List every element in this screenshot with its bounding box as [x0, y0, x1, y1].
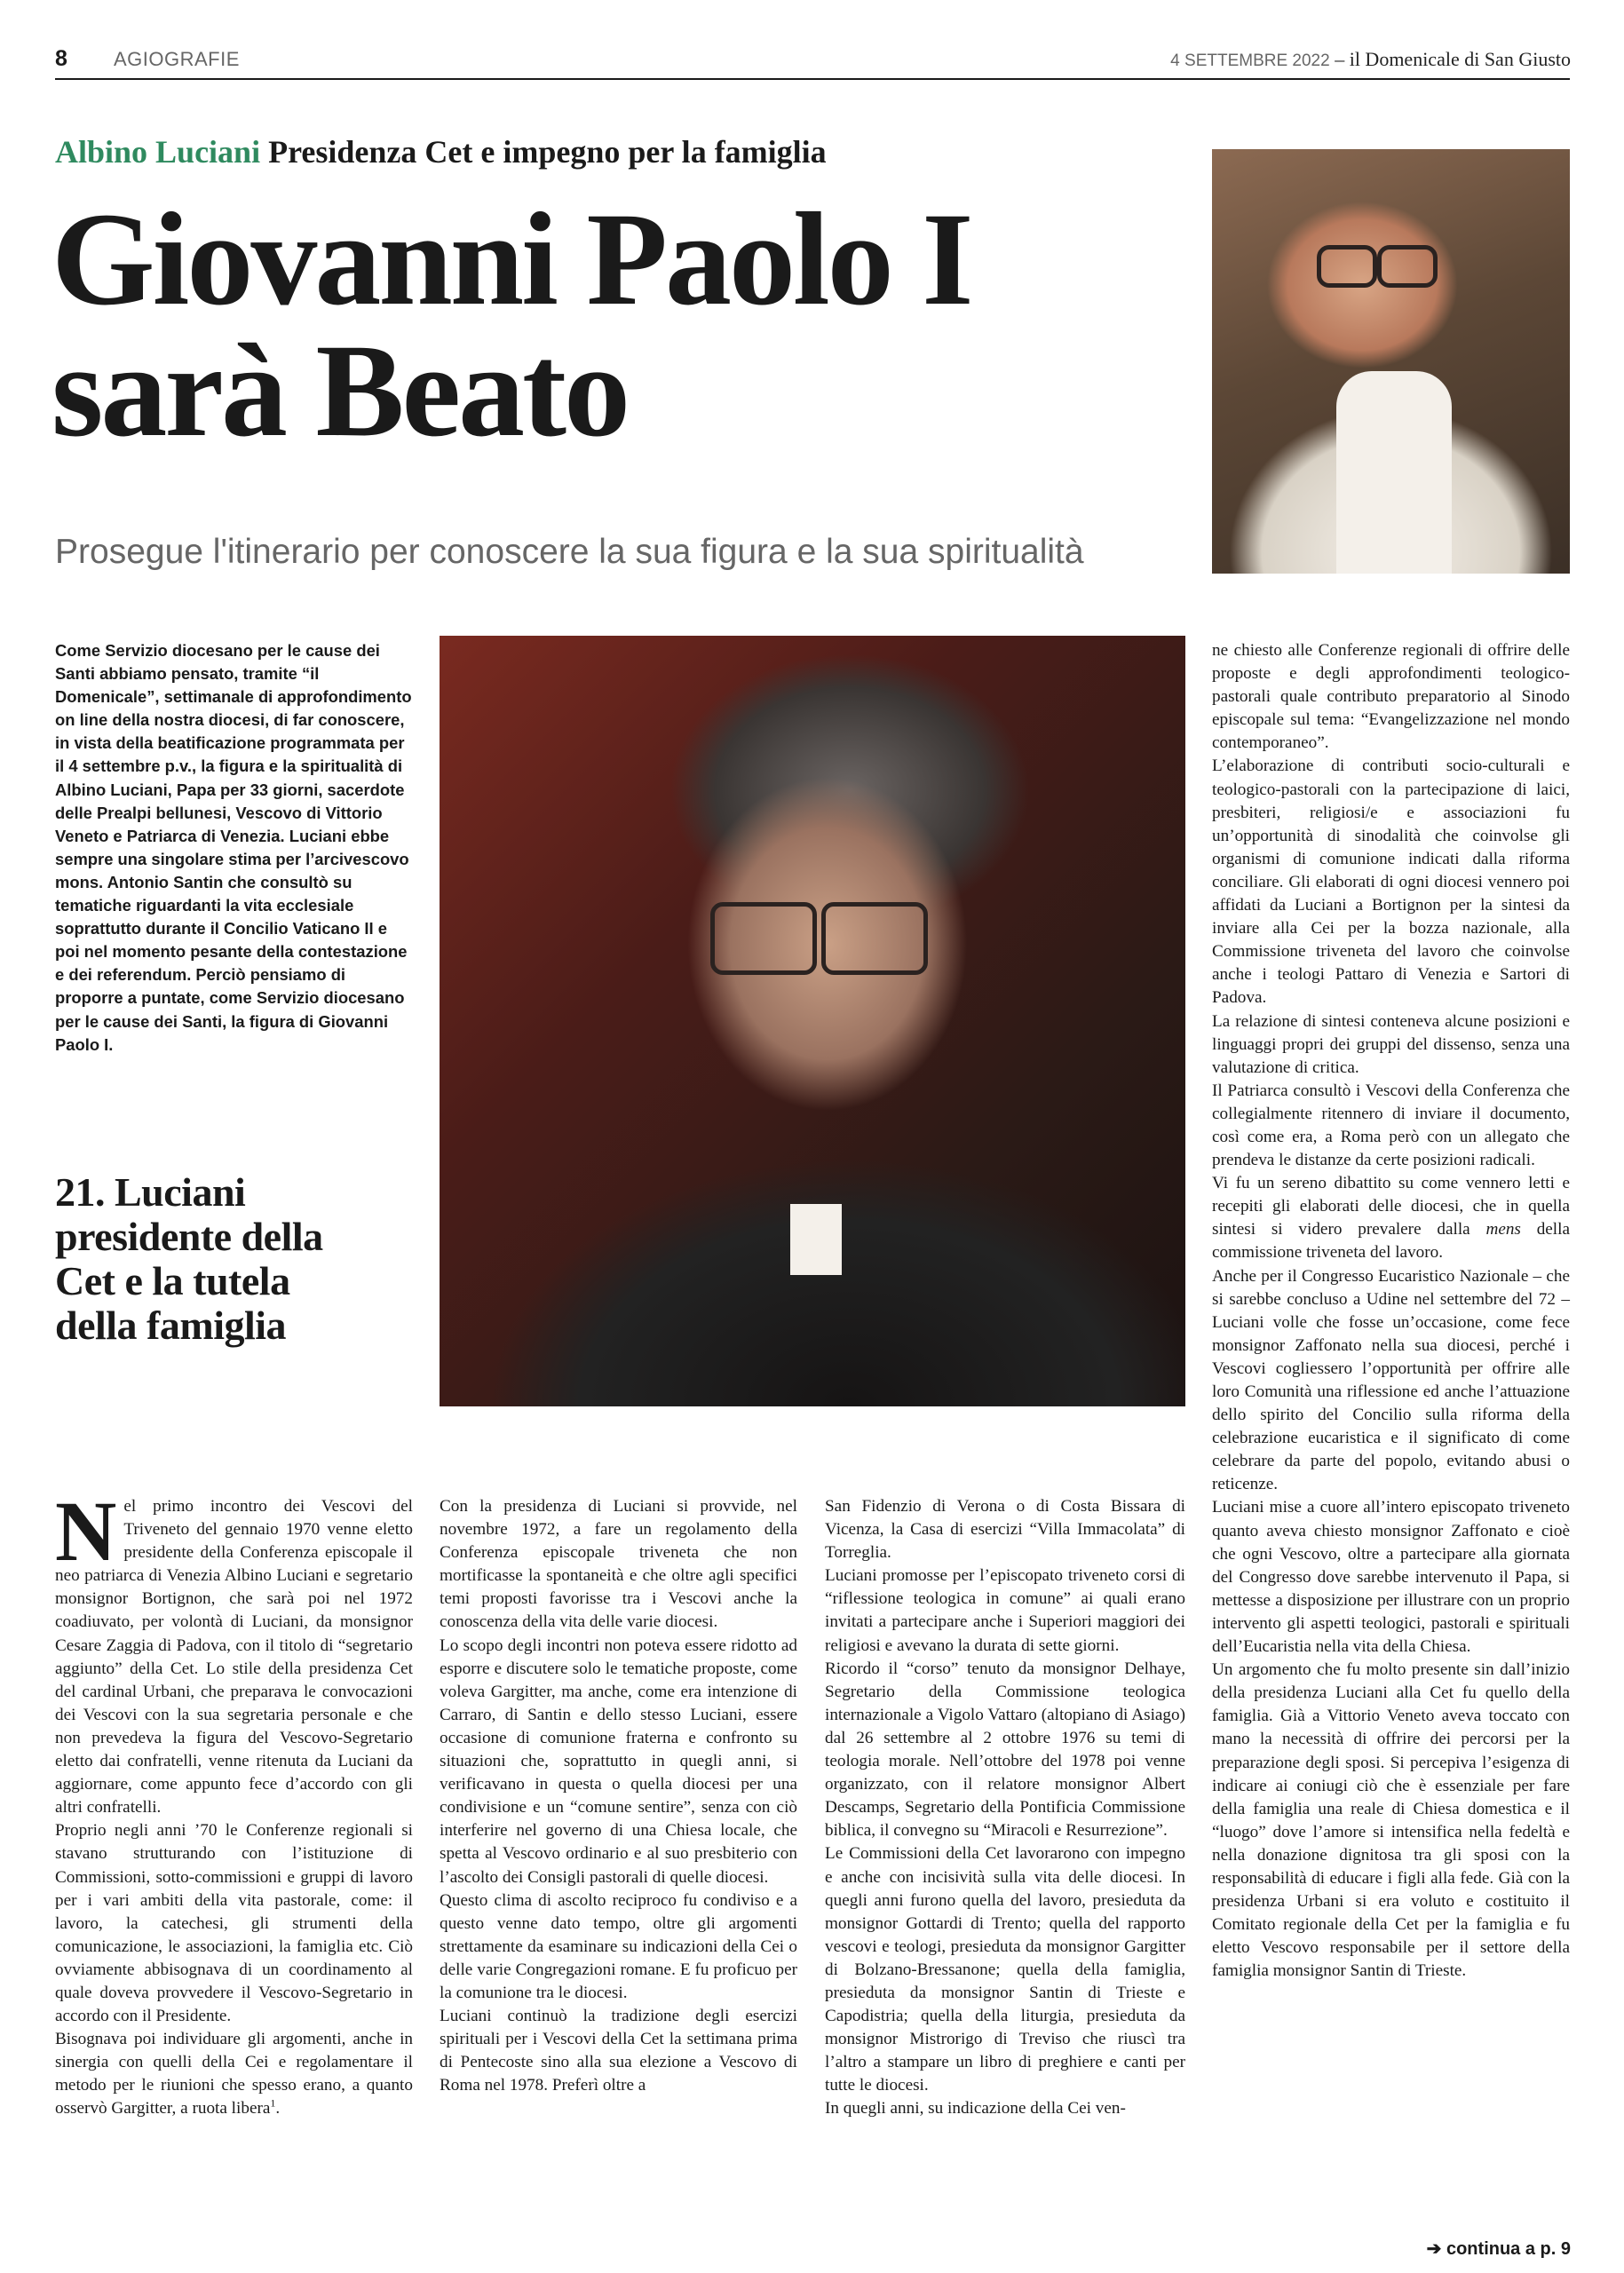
paragraph: Ricordo il “corso” tenuto da monsignor Delhaye, Segretario della Commissione teologica internazionale a Vigolo Vattaro (altopiano di Asiago) dal 26 settembre al 2 ottobre 1976 su temi di teologia morale. Nell’ottobre del 1978 poi venne organizzato, con il relatore monsignor Albert Descamps, Segretario della Pontificia Commissione biblica, il convegno su “Miracoli e Resurrezione”.	[825, 1659, 1185, 1841]
glasses-right-lens	[821, 902, 928, 975]
kicker	[55, 133, 827, 170]
body-column-1	[55, 1484, 413, 2121]
white-cassock	[1336, 371, 1452, 574]
kicker-text: Presidenza Cet e impegno per la famiglia	[268, 134, 827, 170]
paragraph-text: Vi fu un sereno dibattito su come vennero letti e recepiti gli elaborati delle diocesi, che in quella sintesi si videro prevalere dalla	[1212, 1174, 1570, 1239]
paragraph-end: .	[275, 2099, 281, 2119]
intro-text	[55, 639, 415, 1057]
paragraph-text: Bisognava poi individuare gli argomenti, anche in sinergia con quelli della Cei e regolamentare il metodo per le riunioni che spesso erano, a quanto osservò Gargitter, a ruota libera	[55, 2030, 413, 2119]
section-label: AGIOGRAFIE	[114, 48, 240, 70]
page-number: 8	[55, 46, 67, 71]
clerical-collar	[790, 1204, 842, 1275]
paragraph: Luciani mise a cuore all’intero episcopato triveneto quanto aveva chiesto monsignor Zaffonato e cioè che ogni Vescovo, oltre a partecipare alla giornata del Congresso dove sarebbe intervenuto il Papa, si mettesse a disposizione per illustrare con un proprio intervento gli aspetti teologici, pastorali e spirituali dell’Eucaristia nella vita della Chiesa.	[1212, 1498, 1570, 1657]
paragraph: Il Patriarca consultò i Vescovi della Conferenza che collegialmente ritennero di inviare il documento, così come era, a Roma però con un allegato che prendeva le distanze da certe posizioni radicali.	[1212, 1081, 1570, 1170]
paragraph: Luciani continuò la tradizione degli esercizi spirituali per i Vescovi della Cet la settimana prima di Pentecoste sino alla sua elezione a Vescovo di Roma nel 1978. Preferì oltre a	[440, 2007, 797, 2095]
section-heading: 21. Luciani presidente della Cet e la tutela della famiglia	[55, 1169, 323, 1348]
paragraph	[55, 2028, 413, 2120]
paragraph: Questo clima di ascolto reciproco fu condiviso e a questo venne dato tempo, oltre gli argomenti strettamente da esaminare su indicazioni della Cei o delle varie Congregazioni romane. E fu proficuo per la comunione tra le diocesi.	[440, 1890, 797, 2002]
drop-cap: N	[55, 1484, 117, 1579]
paragraph: Proprio negli anni ’70 le Conferenze regionali si stavano strutturando con l’istituzione di Commissioni, sotto-commissioni e gruppi di lavoro per i vari ambiti della vita pastorale, come: il lavoro, la catechesi, gli strumenti della comunicazione, le associazioni, la famiglia etc. Ciò ovviamente abbisognava di un coordinamento al quale doveva provvedere il Vescovo-Segretario in accordo con il Presidente.	[55, 1821, 413, 2026]
body-column-2	[440, 1495, 797, 2097]
kicker-name: Albino Luciani	[55, 134, 261, 170]
photo-luciani-portrait	[440, 636, 1185, 1406]
paragraph: Anche per il Congresso Eucaristico Nazionale – che si sarebbe concluso a Udine nel settembre del 72 – Luciani volle che fosse un’occasione, come fece monsignor Zaffonato nella sua diocesi, perché i Vescovi cogliessero l’opportunità per offrire alle loro Comunità una riflessione ed anche l’attuazione dello spirito del Concilio sulla riforma della celebrazione eucaristica e il significato di come celebrare da parte del popolo, evitando abusi o reticenze.	[1212, 1266, 1570, 1494]
photo-pope-smiling	[1212, 149, 1570, 574]
article-title	[51, 186, 971, 464]
issue-date-line	[1170, 48, 1571, 71]
publication-name: il Domenicale di San Giusto	[1349, 48, 1571, 70]
paragraph: Le Commissioni della Cet lavorarono con impegno e anche con incisività sulla vita delle diocesi. In quegli anni furono quella del lavoro, presieduta da monsignor Gottardi di Trento; quella del rapporto vescovi e teologi, presieduta da monsignor Gargitter di Bolzano-Bressanone; quella della famiglia, presieduta da monsignor Santin di Trieste e Capodistria; quella della liturgia, presieduta da monsignor Mistrorigo di Treviso che riuscì tra l’altro a stampare un libro di preghiere e canti per tutte le diocesi.	[825, 1844, 1185, 2095]
article-subtitle: Prosegue l'itinerario per conoscere la sua figura e la sua spiritualità	[55, 533, 1084, 571]
paragraph-text: della commissione triveneta del lavoro.	[1212, 1220, 1570, 1263]
paragraph: L’elaborazione di contributi socio-culturali e teologico-pastorali con la partecipazione di laici, presbiteri, religiosi/e e associazioni fu un’opportunità di sinodalità che coinvolse gli organismi di comunione indicati dalla riforma conciliare. Gli elaborati di ogni diocesi vennero poi affidati da Luciani a Bortignon per la sintesi da inviare alla Cei per la bozza nazionale, alla Commissione triveneta del lavoro che coinvolse anche i teologi Pattaro di Venezia e Sartori di Padova.	[1212, 756, 1570, 1008]
intro-paragraph: Come Servizio diocesano per le cause dei Santi abbiamo pensato, tramite “il Domenicale”, settimanale di approfondimento on line della nostra diocesi, di far conoscere, in vista della beatificazione programmata per il 4 settembre p.v., la figura e la spiritualità di Albino Luciani, Papa per 33 giorni, sacerdote delle Prealpi bellunesi, Vescovo di Vittorio Veneto e Patriarca di Venezia. Luciani ebbe sempre una singolare stima per l’arcivescovo mons. Antonio Santin che consultò su tematiche riguardanti la vita ecclesiale soprattutto durante il Concilio Vaticano II e poi nel momento pesante della contestazione e dei referendum. Perciò pensiamo di proporre a puntate, come Servizio diocesano per le cause dei Santi, la figura di Giovanni Paolo I.	[55, 641, 412, 1054]
paragraph: ne chiesto alle Conferenze regionali di offrire delle proposte e degli approfondimenti teologico-pastorali quale contributo preparatorio al Sinodo episcopale sul tema: “Evangelizzazione nel mondo contemporaneo”.	[1212, 641, 1570, 753]
paragraph	[1212, 1172, 1570, 1264]
paragraph: Lo scopo degli incontri non poteva essere ridotto ad esporre e discutere solo le tematiche proposte, come voleva Gargitter, ma anche, come era intenzione di Carraro, di Santin e dello stesso Luciani, essere occasione di comunione fraterna e confronto su situazioni che, soprattutto in quegli anni, si verificavano in questa o quella diocesi per una condivisione e un “comune sentire”, senza con ciò interferire nel governo di una Chiesa locale, che spetta al Vescovo ordinario e al suo presbiterio con l’ascolto dei Consigli pastorali di quelle diocesi.	[440, 1635, 797, 1887]
paragraph: Con la presidenza di Luciani si provvide, nel novembre 1972, a fare un regolamento della Conferenza episcopale triveneta che non mortificasse la spontaneità e che oltre agli specifici temi proposti favorisse tra i Vescovi anche la conoscenza della vita delle varie diocesi.	[440, 1497, 797, 1632]
footnote-marker: 1	[270, 2097, 276, 2111]
paragraph: Un argomento che fu molto presente sin dall’inizio della presidenza Luciani alla Cet fu quello della famiglia. Già a Vittorio Veneto aveva toccato con mano la necessità di offrire dei percorsi per la preparazione degli sposi. Si percepiva l’esigenza di indicare ai coniugi ciò che è essenziale per fare della famiglia una reale di Chiesa domestica e il “luogo” dove l’amore si intensifica nella fedeltà e nella donazione dignitosa tra gli sposi con la responsabilità di educare i figli alla fede. Già con la presidenza Urbani si era voluto e costituito il Comitato regionale della Cet per la famiglia e fu eletto Vescovo responsabile per il settore della famiglia monsignor Santin di Trieste.	[1212, 1660, 1570, 1981]
paragraph-text: el primo incontro dei Vescovi del Triveneto del gennaio 1970 venne eletto presidente della Conferenza episcopale il neo patriarca di Venezia Albino Luciani e segretario monsignor Bortignon, che sarà poi nel 1972 coadiuvato, per volontà di Luciani, da monsignor Cesare Zaggia di Padova, con il titolo di “segretario aggiunto” della Cet. Lo stile della presidenza Cet del cardinal Urbani, che preparava le convocazioni dei Vescovi con la sua segretaria personale e che non prevedeva la figura del Vescovo-Segretario eletto dai confratelli, venne ritenuta da Luciani da aggiornare, come appunto fece d’accordo con gli altri confratelli.	[55, 1497, 413, 1818]
paragraph	[55, 1484, 413, 1819]
paragraph: Luciani promosse per l’episcopato triveneto corsi di “riflessione teologica in comune” ai quali erano invitati a partecipare anche i Superiori maggiori dei religiosi e avevano la durata di sette giorni.	[825, 1566, 1185, 1655]
glasses-right-lens	[1377, 245, 1438, 288]
header-rule	[55, 78, 1570, 80]
title-line-1: Giovanni Paolo I	[51, 186, 971, 333]
italic-term: mens	[1485, 1220, 1521, 1239]
paragraph: In quegli anni, su indicazione della Cei ven-	[825, 2099, 1126, 2119]
paragraph: La relazione di sintesi conteneva alcune posizioni e linguaggi propri dei gruppi del dissenso, senza una valutazione di critica.	[1212, 1011, 1570, 1077]
glasses-left-lens	[1317, 245, 1377, 288]
body-column-3	[825, 1495, 1185, 2121]
issue-date: 4 SETTEMBRE 2022	[1170, 51, 1330, 70]
continued-link[interactable]: ➔ continua a p. 9	[1426, 2239, 1571, 2259]
paragraph: San Fidenzio di Verona o di Costa Bissara di Vicenza, la Casa di esercizi “Villa Immacolata” di Torreglia.	[825, 1497, 1185, 1563]
glasses-left-lens	[710, 902, 817, 975]
title-line-2: sarà Beato	[51, 317, 629, 464]
body-column-4	[1212, 639, 1570, 1983]
header-separator: –	[1329, 48, 1350, 70]
